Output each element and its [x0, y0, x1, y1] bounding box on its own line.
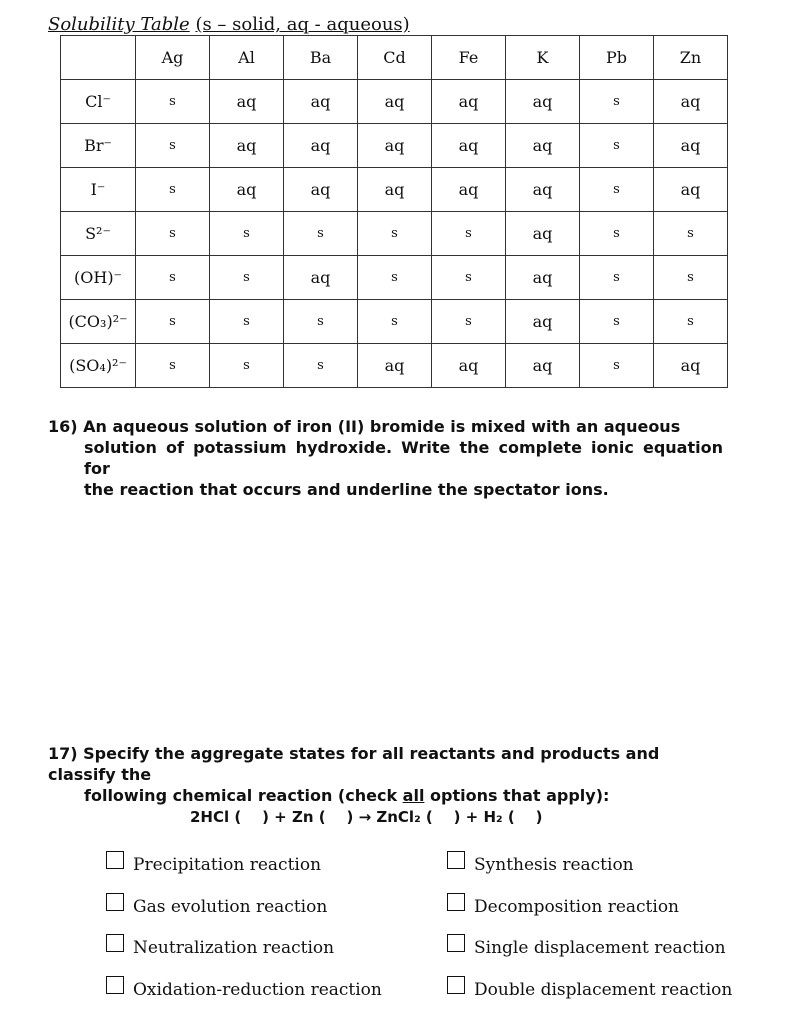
solubility-cell: aq	[506, 344, 580, 388]
option-label: Gas evolution reaction	[133, 896, 328, 917]
solubility-cell: aq	[210, 168, 284, 212]
solubility-cell: aq	[506, 256, 580, 300]
solubility-cell: s	[580, 124, 654, 168]
option-gas-evolution[interactable]	[106, 893, 446, 935]
solubility-cell: aq	[210, 124, 284, 168]
solubility-cell: s	[136, 212, 210, 256]
table-row	[61, 212, 728, 256]
table-row	[61, 300, 728, 344]
solubility-cell: s	[136, 168, 210, 212]
solubility-cell: aq	[506, 124, 580, 168]
solubility-cell: aq	[654, 124, 728, 168]
solubility-cell: s	[284, 212, 358, 256]
solubility-cell: aq	[284, 124, 358, 168]
header-cation: Cd	[358, 36, 432, 80]
solubility-cell: s	[580, 256, 654, 300]
solubility-cell: s	[580, 344, 654, 388]
question-16-line2: solution of potassium hydroxide. Write the complete ionic equation for	[84, 438, 723, 478]
solubility-cell: s	[210, 300, 284, 344]
option-oxidation-reduction[interactable]	[106, 976, 446, 1018]
option-decomposition[interactable]	[447, 893, 787, 935]
solubility-cell: aq	[506, 80, 580, 124]
solubility-cell: s	[136, 124, 210, 168]
option-precipitation[interactable]	[106, 851, 446, 893]
table-title	[48, 14, 410, 35]
header-corner	[61, 36, 136, 80]
solubility-cell: s	[654, 300, 728, 344]
header-cation: Al	[210, 36, 284, 80]
solubility-cell: aq	[358, 80, 432, 124]
solubility-cell: aq	[358, 124, 432, 168]
checkbox[interactable]	[106, 893, 124, 911]
solubility-cell: s	[136, 300, 210, 344]
checkbox[interactable]	[447, 934, 465, 952]
solubility-cell: aq	[284, 256, 358, 300]
anion-cell: (CO₃)²⁻	[61, 300, 136, 344]
option-label: Synthesis reaction	[474, 855, 634, 875]
solubility-cell: aq	[654, 80, 728, 124]
table-body	[61, 80, 728, 388]
solubility-cell: aq	[506, 300, 580, 344]
solubility-cell: aq	[210, 80, 284, 124]
question-17-line2-post: options that apply):	[424, 786, 610, 805]
option-single-displacement[interactable]	[447, 934, 787, 976]
solubility-cell: s	[580, 300, 654, 344]
solubility-cell: s	[654, 212, 728, 256]
option-label: Neutralization reaction	[133, 938, 335, 958]
solubility-cell: s	[284, 344, 358, 388]
question-17-line1: 17) Specify the aggregate states for all reactants and products and classify the	[48, 744, 660, 784]
solubility-cell: aq	[432, 344, 506, 388]
anion-cell: (OH)⁻	[61, 256, 136, 300]
solubility-cell: s	[210, 212, 284, 256]
question-17-underlined-all: all	[402, 786, 425, 805]
question-16	[48, 416, 723, 500]
solubility-cell: s	[580, 80, 654, 124]
solubility-cell: s	[580, 168, 654, 212]
solubility-cell: aq	[654, 344, 728, 388]
options-left-column	[106, 851, 446, 1017]
question-16-line3: the reaction that occurs and underline the spectator ions.	[84, 480, 609, 499]
table-title-italic: Solubility Table	[48, 14, 190, 35]
table-row	[61, 124, 728, 168]
anion-cell: (SO₄)²⁻	[61, 344, 136, 388]
option-label: Single displacement reaction	[474, 938, 726, 958]
anion-cell: Cl⁻	[61, 80, 136, 124]
solubility-cell: s	[136, 80, 210, 124]
chemical-equation: 2HCl ( ) + Zn ( ) → ZnCl₂ ( ) + H₂ ( )	[190, 808, 543, 826]
header-cation: Ag	[136, 36, 210, 80]
question-17-line2-pre: following chemical reaction (check	[84, 786, 403, 805]
header-cation: K	[506, 36, 580, 80]
solubility-cell: s	[580, 212, 654, 256]
question-16-line1: 16) An aqueous solution of iron (II) bromide is mixed with an aqueous	[48, 417, 681, 436]
solubility-cell: aq	[358, 344, 432, 388]
table-title-legend: (s – solid, aq - aqueous)	[195, 14, 410, 35]
solubility-cell: s	[432, 212, 506, 256]
table-row	[61, 168, 728, 212]
checkbox[interactable]	[106, 976, 124, 994]
solubility-cell: s	[136, 344, 210, 388]
table-header-row	[61, 36, 728, 80]
question-17-line2	[48, 785, 723, 806]
solubility-cell: s	[358, 256, 432, 300]
solubility-cell: s	[432, 300, 506, 344]
solubility-cell: s	[136, 256, 210, 300]
solubility-cell: aq	[506, 168, 580, 212]
option-label: Decomposition reaction	[474, 896, 679, 917]
solubility-cell: s	[210, 256, 284, 300]
option-double-displacement[interactable]	[447, 976, 787, 1018]
option-label: Double displacement reaction	[474, 979, 733, 1000]
anion-cell: Br⁻	[61, 124, 136, 168]
anion-cell: S²⁻	[61, 212, 136, 256]
solubility-cell: aq	[432, 124, 506, 168]
solubility-cell: s	[358, 212, 432, 256]
solubility-cell: aq	[284, 168, 358, 212]
solubility-cell: aq	[432, 80, 506, 124]
solubility-cell: s	[654, 256, 728, 300]
checkbox[interactable]	[447, 976, 465, 994]
anion-cell: I⁻	[61, 168, 136, 212]
solubility-cell: aq	[284, 80, 358, 124]
solubility-cell: aq	[506, 212, 580, 256]
table-row	[61, 344, 728, 388]
options-right-column	[447, 851, 787, 1017]
checkbox[interactable]	[447, 851, 465, 869]
table-row	[61, 80, 728, 124]
checkbox[interactable]	[106, 934, 124, 952]
option-label: Oxidation-reduction reaction	[133, 979, 382, 1000]
header-cation: Fe	[432, 36, 506, 80]
solubility-cell: s	[432, 256, 506, 300]
option-neutralization[interactable]	[106, 934, 446, 976]
checkbox[interactable]	[447, 893, 465, 911]
solubility-cell: aq	[432, 168, 506, 212]
header-cation: Zn	[654, 36, 728, 80]
solubility-cell: s	[210, 344, 284, 388]
option-synthesis[interactable]	[447, 851, 787, 893]
table-row	[61, 256, 728, 300]
solubility-cell: aq	[358, 168, 432, 212]
solubility-table	[60, 35, 728, 388]
solubility-cell: s	[284, 300, 358, 344]
header-cation: Ba	[284, 36, 358, 80]
header-cation: Pb	[580, 36, 654, 80]
question-17	[48, 743, 723, 806]
solubility-cell: s	[358, 300, 432, 344]
checkbox[interactable]	[106, 851, 124, 869]
option-label: Precipitation reaction	[133, 855, 322, 875]
solubility-cell: aq	[654, 168, 728, 212]
